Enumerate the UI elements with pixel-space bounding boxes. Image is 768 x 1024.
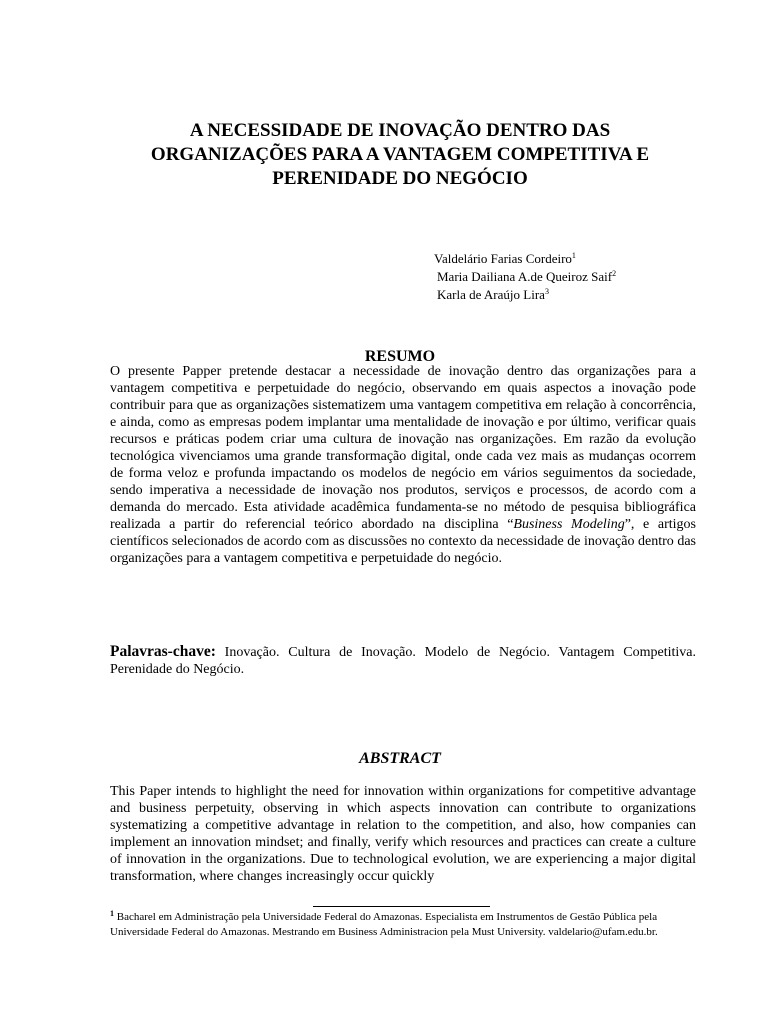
abstract-heading: ABSTRACT xyxy=(359,750,441,767)
author-footnote-mark: 1 xyxy=(571,251,576,260)
keywords-text: Inovação. Cultura de Inovação. Modelo de Negócio. Vantagem Competitiva. Perenidade do Negócio. xyxy=(110,645,696,677)
author xyxy=(434,250,616,268)
keywords-paragraph xyxy=(110,643,696,678)
abstract-paragraph: This Paper intends to highlight the need for innovation within organizations for competitive advantage and business perpetuity, observing in which aspects innovation can contribute to organizations systematizing a competitive advantage in relation to the competition, and also, how companies can implement an innovation mindset; and finally, verify which resources and practices can create a culture of innovation in the organizations. Due to technological evolution, we are experiencing a major digital transformation, where changes increasingly occur quickly xyxy=(110,784,696,884)
author-list xyxy=(434,250,616,304)
resumo-text-part: ”, e artigos científicos selecionados de acordo com as discussões no contexto da necessidade de inovação dentro das organizações para a vantagem competitiva e perpetuidade do negócio. xyxy=(110,517,697,566)
title-line: PERENIDADE DO NEGÓCIO xyxy=(272,168,528,189)
resumo-text-part: O presente Papper pretende destacar a necessidade de inovação dentro das organizações para a vantagem competitiva e perpetuidade do negócio, observando em quais aspectos a inovação pode contribuir para que as organizações sistematizem uma vantagem competitiva em relação à concorrência, e ainda, como as empresas podem implantar uma mentalidade de inovação e por último, verificar quais recursos e práticas podem criar uma cultura de inovação nas organizações. Em razão da evolução tecnológica vivenciamos uma grande transformação digital, onde cada vez mais as mudanças ocorrem de forma veloz e profunda impactando os modelos de negócio em vários seguimentos da sociedade, sendo imperativa a necessidade de inovação nos produtos, serviços e processos, de acordo com a demanda do mercado. Esta atividade acadêmica fundamenta-se no método de pesquisa bibliográfica realizada a partir do referencial teórico abordado na disciplina “ xyxy=(110,364,696,532)
footnote-text: Bacharel em Administração pela Universidade Federal do Amazonas. Especialista em Instrumentos de Gestão Pública pela Universidade Federal do Amazonas. Mestrando em Business Administracion pela Must University. valdelario@ufam.edu.br. xyxy=(110,911,658,938)
author xyxy=(434,268,616,286)
footnote-divider xyxy=(313,906,490,907)
footnote-mark: 1 xyxy=(110,909,114,918)
author-name: Maria Dailiana A.de Queiroz Saif xyxy=(437,269,613,284)
author-name: Valdelário Farias Cordeiro xyxy=(434,251,572,266)
resumo-italic-term: Business Modeling xyxy=(513,517,625,532)
footnote xyxy=(110,910,700,940)
resumo-paragraph xyxy=(110,363,696,567)
author-footnote-mark: 3 xyxy=(544,287,549,296)
author-footnote-mark: 2 xyxy=(612,269,617,278)
paper-title xyxy=(100,119,700,191)
author xyxy=(434,286,616,304)
title-line: A NECESSIDADE DE INOVAÇÃO DENTRO DAS xyxy=(189,120,611,141)
author-name: Karla de Araújo Lira xyxy=(437,287,545,302)
keywords-label: Palavras-chave: xyxy=(110,643,216,660)
resumo-heading: RESUMO xyxy=(364,348,436,365)
title-line: ORGANIZAÇÕES PARA A VANTAGEM COMPETITIVA E xyxy=(150,144,650,165)
